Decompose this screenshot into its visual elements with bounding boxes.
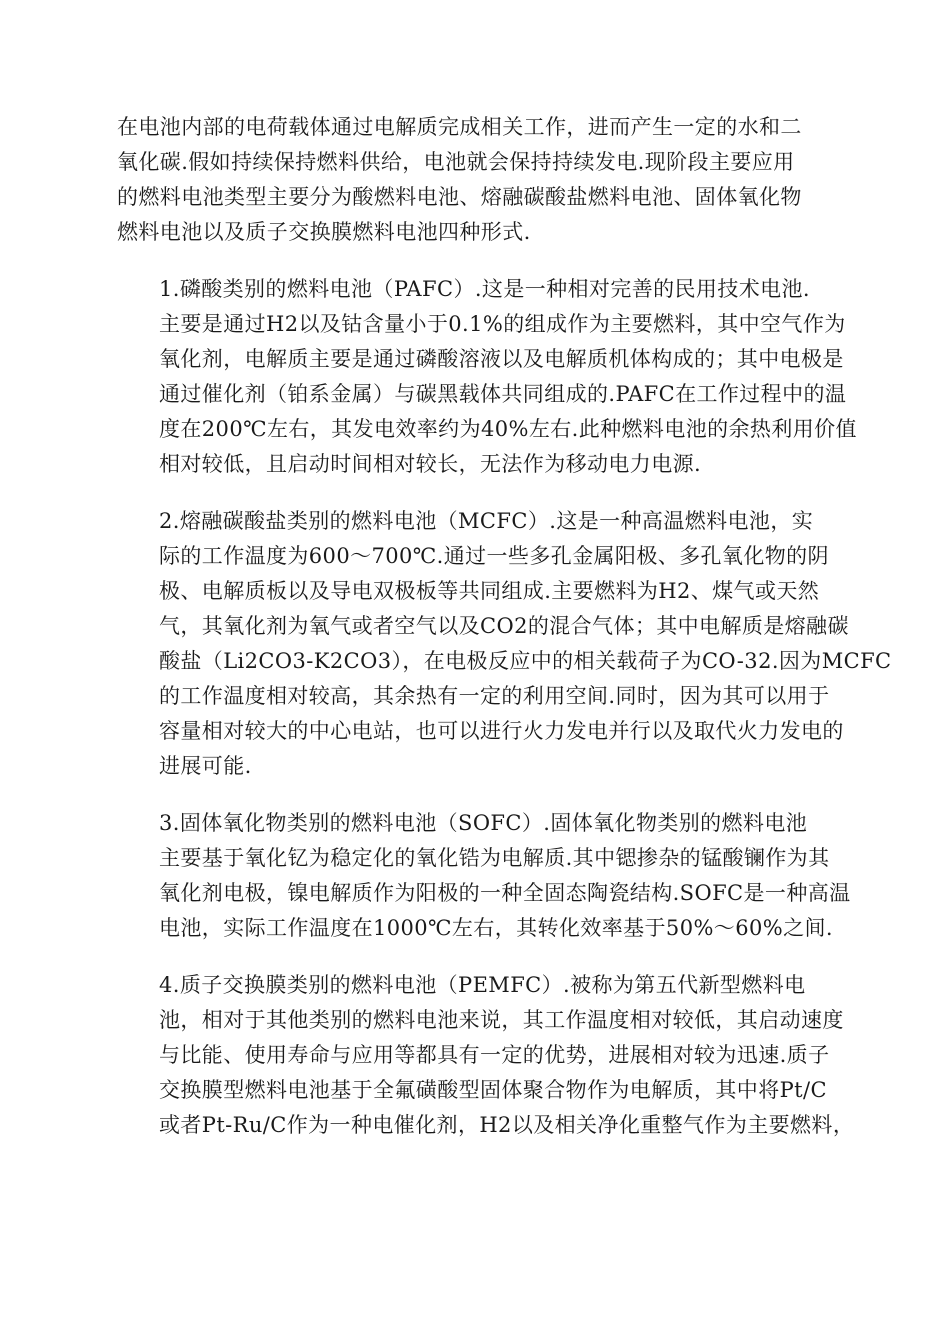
text-line: 与比能、使用寿命与应用等都具有一定的优势，进展相对较为迅速.质子 [159,1043,830,1067]
text-line: 1.磷酸类别的燃料电池（PAFC）.这是一种相对完善的民用技术电池. [159,277,810,301]
paragraph-sofc [117,806,851,946]
text-line: 气，其氧化剂为氧气或者空气以及CO2的混合气体；其中电解质是熔融碳 [159,614,849,638]
text-line: 氧化剂，电解质主要是通过磷酸溶液以及电解质机体构成的；其中电极是 [159,347,844,371]
paragraph-mcfc [117,504,892,784]
text-line: 交换膜型燃料电池基于全氟磺酸型固体聚合物作为电解质，其中将Pt/C [159,1078,827,1102]
text-line: 酸盐（Li2CO3-K2CO3），在电极反应中的相关载荷子为CO-32.因为MCFC [159,649,892,673]
text-line: 2.熔融碳酸盐类别的燃料电池（MCFC）.这是一种高温燃料电池，实 [159,509,814,533]
text-line: 氧化剂电极，镍电解质作为阳极的一种全固态陶瓷结构.SOFC是一种高温 [159,881,851,905]
text-line: 在电池内部的电荷载体通过电解质完成相关工作，进而产生一定的水和二 [117,115,802,139]
text-line: 容量相对较大的中心电站，也可以进行火力发电并行以及取代火力发电的 [159,719,844,743]
paragraph-pafc [117,272,857,482]
text-line: 的燃料电池类型主要分为酸燃料电池、熔融碳酸盐燃料电池、固体氧化物 [117,185,802,209]
text-line: 主要基于氧化钇为稳定化的氧化锆为电解质.其中锶掺杂的锰酸镧作为其 [159,846,830,870]
text-line: 氧化碳.假如持续保持燃料供给，电池就会保持持续发电.现阶段主要应用 [117,150,795,174]
text-line: 进展可能. [159,754,252,778]
text-line: 度在200℃左右，其发电效率约为40%左右.此种燃料电池的余热利用价值 [159,417,857,441]
text-line: 电池，实际工作温度在1000℃左右，其转化效率基于50%～60%之间. [159,916,833,940]
text-line: 池，相对于其他类别的燃料电池来说，其工作温度相对较低，其启动速度 [159,1008,844,1032]
text-line: 相对较低，且启动时间相对较长，无法作为移动电力电源. [159,452,702,476]
text-line: 4.质子交换膜类别的燃料电池（PEMFC）.被称为第五代新型燃料电 [159,973,806,997]
text-line: 或者Pt-Ru/C作为一种电催化剂，H2以及相关净化重整气作为主要燃料， [159,1113,855,1137]
text-line: 的工作温度相对较高，其余热有一定的利用空间.同时，因为其可以用于 [159,684,830,708]
body-text [117,110,892,1165]
text-line: 通过催化剂（铂系金属）与碳黑载体共同组成的.PAFC在工作过程中的温 [159,382,847,406]
text-line: 燃料电池以及质子交换膜燃料电池四种形式. [117,220,531,244]
text-line: 主要是通过H2以及钴含量小于0.1%的组成作为主要燃料，其中空气作为 [159,312,846,336]
text-line: 际的工作温度为600～700℃.通过一些多孔金属阳极、多孔氧化物的阴 [159,544,829,568]
text-line: 极、电解质板以及导电双极板等共同组成.主要燃料为H2、煤气或天然 [159,579,820,603]
text-line: 3.固体氧化物类别的燃料电池（SOFC）.固体氧化物类别的燃料电池 [159,811,808,835]
paragraph-intro [117,110,833,250]
paragraph-pemfc [117,968,855,1143]
